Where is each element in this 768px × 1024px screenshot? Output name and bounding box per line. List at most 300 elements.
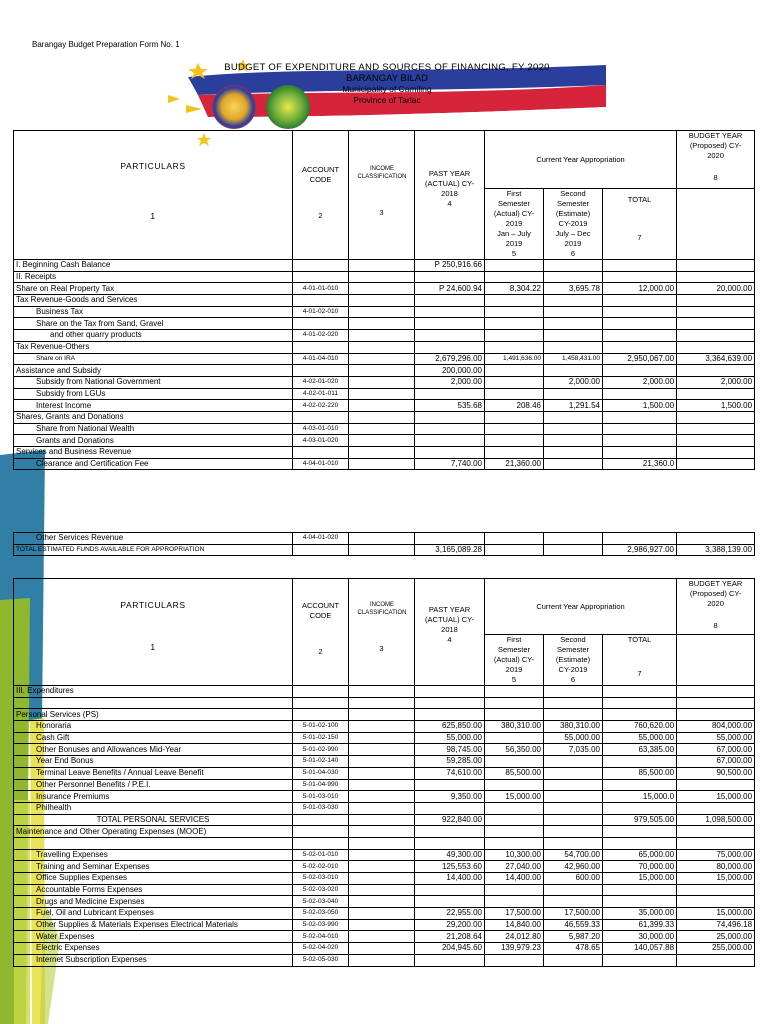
account-code-cell: 5-02-04-010 xyxy=(293,931,349,943)
budget-year-cell: 55,000.00 xyxy=(677,732,755,744)
income-class-cell xyxy=(349,849,415,861)
table-row xyxy=(14,709,755,721)
first-semester-cell: 139,979.23 xyxy=(485,943,544,955)
col-current-year-appropriation: Current Year Appropriation xyxy=(485,131,677,189)
past-year-cell xyxy=(415,954,485,966)
table-row xyxy=(14,318,755,330)
budget-year-cell xyxy=(677,447,755,459)
account-code-cell: 5-01-03-030 xyxy=(293,802,349,814)
income-class-cell xyxy=(349,744,415,756)
budget-year-cell: 3,388,139.00 xyxy=(677,544,755,556)
budget-year-cell xyxy=(677,271,755,283)
account-code-cell xyxy=(293,260,349,272)
total-cell: 2,950,067.00 xyxy=(603,353,677,365)
particulars-cell: Business Tax xyxy=(14,306,293,318)
particulars-cell: Subsidy from LGUs xyxy=(14,388,293,400)
total-cell: 2,986,927.00 xyxy=(603,544,677,556)
budget-year-cell xyxy=(677,837,755,849)
account-code-cell: 4-03-01-010 xyxy=(293,423,349,435)
first-semester-cell: 10,300.00 xyxy=(485,849,544,861)
col-budget-year-2: BUDGET YEAR (Proposed) CY-2020 8 xyxy=(677,579,755,635)
col-current-year-appropriation-2: Current Year Appropriation xyxy=(485,579,677,635)
total-cell xyxy=(603,709,677,721)
second-semester-cell xyxy=(544,447,603,459)
past-year-cell: 922,840.00 xyxy=(415,814,485,826)
total-cell xyxy=(603,756,677,768)
first-semester-cell: 85,500.00 xyxy=(485,767,544,779)
total-cell xyxy=(603,423,677,435)
second-semester-cell xyxy=(544,411,603,423)
particulars-cell: Training and Seminar Expenses xyxy=(14,861,293,873)
account-code-cell: 5-02-02-010 xyxy=(293,861,349,873)
municipality-name: Municipality of Camiling xyxy=(342,84,432,94)
past-year-cell: 204,945.60 xyxy=(415,943,485,955)
budget-year-cell xyxy=(677,458,755,470)
budget-year-cell: 804,000.00 xyxy=(677,721,755,733)
second-semester-cell: 3,695.78 xyxy=(544,283,603,295)
account-code-cell: 5-02-03-020 xyxy=(293,884,349,896)
account-code-cell: 5-01-02-140 xyxy=(293,756,349,768)
table-row xyxy=(14,376,755,388)
col-particulars-2: PARTICULARS 1 xyxy=(14,579,293,686)
total-cell xyxy=(603,954,677,966)
second-semester-cell xyxy=(544,271,603,283)
account-code-cell xyxy=(293,318,349,330)
income-class-cell xyxy=(349,686,415,698)
account-code-cell xyxy=(293,447,349,459)
total-cell xyxy=(603,330,677,342)
particulars-cell: TOTAL PERSONAL SERVICES xyxy=(14,814,293,826)
second-semester-cell: 46,559.33 xyxy=(544,919,603,931)
first-semester-cell xyxy=(485,756,544,768)
second-semester-cell xyxy=(544,318,603,330)
past-year-cell xyxy=(415,411,485,423)
total-cell xyxy=(603,884,677,896)
particulars-cell: Fuel, Oil and Lubricant Expenses xyxy=(14,908,293,920)
past-year-cell: 7,740.00 xyxy=(415,458,485,470)
table-row xyxy=(14,744,755,756)
col-second-semester: Second Semester (Estimate) CY-2019 July – Dec 2019 6 xyxy=(544,189,603,260)
table-row xyxy=(14,873,755,885)
first-semester-cell xyxy=(485,423,544,435)
particulars-cell: Insurance Premiums xyxy=(14,791,293,803)
first-semester-cell xyxy=(485,306,544,318)
first-semester-cell xyxy=(485,435,544,447)
income-class-cell xyxy=(349,435,415,447)
income-class-cell xyxy=(349,873,415,885)
budget-year-cell: 15,000.00 xyxy=(677,908,755,920)
table-row xyxy=(14,908,755,920)
account-code-cell: 5-02-03-050 xyxy=(293,908,349,920)
table-row xyxy=(14,411,755,423)
second-semester-cell xyxy=(544,423,603,435)
first-semester-cell: 8,304.22 xyxy=(485,283,544,295)
particulars-cell: Office Supplies Expenses xyxy=(14,873,293,885)
second-semester-cell xyxy=(544,767,603,779)
total-cell xyxy=(603,802,677,814)
account-code-cell: 5-01-04-030 xyxy=(293,767,349,779)
second-semester-cell xyxy=(544,802,603,814)
income-class-cell xyxy=(349,908,415,920)
particulars-cell: Maintenance and Other Operating Expenses (MOOE) xyxy=(14,826,293,838)
past-year-cell: 200,000.00 xyxy=(415,365,485,377)
past-year-cell xyxy=(415,388,485,400)
col-particulars: PARTICULARS 1 xyxy=(14,131,293,260)
second-semester-cell: 5,987.20 xyxy=(544,931,603,943)
budget-year-cell xyxy=(677,779,755,791)
first-semester-cell xyxy=(485,896,544,908)
table-row xyxy=(14,884,755,896)
budget-year-cell xyxy=(677,365,755,377)
past-year-cell: 2,000.00 xyxy=(415,376,485,388)
second-semester-cell xyxy=(544,896,603,908)
particulars-cell: Personal Services (PS) xyxy=(14,709,293,721)
budget-year-cell xyxy=(677,330,755,342)
income-class-cell xyxy=(349,271,415,283)
table-row xyxy=(14,732,755,744)
total-cell: 2,000.00 xyxy=(603,376,677,388)
first-semester-cell xyxy=(485,447,544,459)
table-row xyxy=(14,896,755,908)
account-code-cell: 5-02-03-040 xyxy=(293,896,349,908)
table-row xyxy=(14,400,755,412)
col-account-code-2: ACCOUNT CODE 2 xyxy=(293,579,349,686)
past-year-cell xyxy=(415,423,485,435)
account-code-cell: 5-02-04-020 xyxy=(293,943,349,955)
income-class-cell xyxy=(349,721,415,733)
particulars-cell: Electric Expenses xyxy=(14,943,293,955)
account-code-cell: 5-01-02-990 xyxy=(293,744,349,756)
total-cell xyxy=(603,318,677,330)
income-class-cell xyxy=(349,376,415,388)
first-semester-cell xyxy=(485,260,544,272)
income-class-cell xyxy=(349,826,415,838)
particulars-cell: Subsidy from National Government xyxy=(14,376,293,388)
first-semester-cell: 208.46 xyxy=(485,400,544,412)
account-code-cell: 4-01-04-010 xyxy=(293,353,349,365)
col-past-year: PAST YEAR (ACTUAL) CY-2018 4 xyxy=(415,131,485,260)
income-class-cell xyxy=(349,365,415,377)
income-class-cell xyxy=(349,388,415,400)
first-semester-cell: 56,350.00 xyxy=(485,744,544,756)
second-semester-cell: 1,291.54 xyxy=(544,400,603,412)
income-class-cell xyxy=(349,400,415,412)
total-cell xyxy=(603,341,677,353)
second-semester-cell: 54,700.00 xyxy=(544,849,603,861)
total-cell: 979,505.00 xyxy=(603,814,677,826)
total-cell xyxy=(603,435,677,447)
first-semester-cell xyxy=(485,376,544,388)
income-class-cell xyxy=(349,779,415,791)
particulars-cell: Share on IRA xyxy=(14,353,293,365)
particulars-cell: Other Bonuses and Allowances Mid-Year xyxy=(14,744,293,756)
particulars-cell: I. Beginning Cash Balance xyxy=(14,260,293,272)
total-cell xyxy=(603,896,677,908)
budget-year-cell: 74,496.18 xyxy=(677,919,755,931)
particulars-cell: Other Services Revenue xyxy=(14,533,293,545)
total-cell: 35,000.00 xyxy=(603,908,677,920)
budget-year-cell xyxy=(677,697,755,709)
income-class-cell xyxy=(349,767,415,779)
table-row xyxy=(14,341,755,353)
second-semester-cell xyxy=(544,791,603,803)
budget-year-cell xyxy=(677,411,755,423)
table-row xyxy=(14,447,755,459)
past-year-cell xyxy=(415,271,485,283)
budget-year-subcell-2 xyxy=(677,635,755,686)
income-class-cell xyxy=(349,732,415,744)
budget-year-cell xyxy=(677,435,755,447)
account-code-cell: 4-01-02-020 xyxy=(293,330,349,342)
first-semester-cell: 15,000.00 xyxy=(485,791,544,803)
particulars-cell: Travelling Expenses xyxy=(14,849,293,861)
account-code-cell: 4-04-01-020 xyxy=(293,533,349,545)
first-semester-cell: 14,400.00 xyxy=(485,873,544,885)
particulars-cell: Tax Revenue-Goods and Services xyxy=(14,295,293,307)
table-row xyxy=(14,271,755,283)
budget-year-cell: 90,500.00 xyxy=(677,767,755,779)
second-semester-cell: 2,000.00 xyxy=(544,376,603,388)
past-year-cell xyxy=(415,826,485,838)
income-class-cell xyxy=(349,295,415,307)
past-year-cell: 59,285.00 xyxy=(415,756,485,768)
income-class-cell xyxy=(349,954,415,966)
income-class-cell xyxy=(349,802,415,814)
income-class-cell xyxy=(349,791,415,803)
account-code-cell: 4-01-01-010 xyxy=(293,283,349,295)
past-year-cell: 49,300.00 xyxy=(415,849,485,861)
second-semester-cell xyxy=(544,295,603,307)
second-semester-cell xyxy=(544,686,603,698)
col-total: TOTAL 7 xyxy=(603,189,677,260)
total-cell: 30,000.00 xyxy=(603,931,677,943)
second-semester-cell xyxy=(544,954,603,966)
budget-year-cell: 3,364,639.00 xyxy=(677,353,755,365)
particulars-cell: Accountable Forms Expenses xyxy=(14,884,293,896)
past-year-cell: 55,000.00 xyxy=(415,732,485,744)
income-class-cell xyxy=(349,697,415,709)
income-class-cell xyxy=(349,533,415,545)
past-year-cell: 74,610.00 xyxy=(415,767,485,779)
first-semester-cell xyxy=(485,533,544,545)
second-semester-cell: 600.00 xyxy=(544,873,603,885)
first-semester-cell xyxy=(485,365,544,377)
budget-year-cell xyxy=(677,260,755,272)
income-class-cell xyxy=(349,884,415,896)
table-row xyxy=(14,423,755,435)
account-code-cell: 5-02-03-990 xyxy=(293,919,349,931)
first-semester-cell xyxy=(485,802,544,814)
total-cell xyxy=(603,779,677,791)
table-row xyxy=(14,533,755,545)
budget-year-cell xyxy=(677,533,755,545)
budget-year-cell xyxy=(677,295,755,307)
first-semester-cell: 14,840.00 xyxy=(485,919,544,931)
table-row xyxy=(14,826,755,838)
col-first-semester: First Semester (Actual) CY-2019 Jan – July 2019 5 xyxy=(485,189,544,260)
income-class-cell xyxy=(349,896,415,908)
table-row xyxy=(14,295,755,307)
table-row xyxy=(14,458,755,470)
col-first-semester-2: First Semester (Actual) CY-2019 5 xyxy=(485,635,544,686)
table-row xyxy=(14,779,755,791)
second-semester-cell xyxy=(544,388,603,400)
income-class-cell xyxy=(349,260,415,272)
budget-year-cell xyxy=(677,306,755,318)
particulars-cell: Tax Revenue-Others xyxy=(14,341,293,353)
table-row xyxy=(14,954,755,966)
total-cell xyxy=(603,837,677,849)
past-year-cell xyxy=(415,709,485,721)
total-cell xyxy=(603,306,677,318)
particulars-cell: Services and Business Revenue xyxy=(14,447,293,459)
account-code-cell xyxy=(293,365,349,377)
budget-year-cell xyxy=(677,686,755,698)
first-semester-cell xyxy=(485,814,544,826)
budget-year-cell xyxy=(677,884,755,896)
table-row xyxy=(14,931,755,943)
account-code-cell xyxy=(293,295,349,307)
particulars-cell: Water Expenses xyxy=(14,931,293,943)
budget-year-cell xyxy=(677,341,755,353)
account-code-cell xyxy=(293,814,349,826)
total-cell: 63,385.00 xyxy=(603,744,677,756)
total-cell xyxy=(603,826,677,838)
total-cell: 15,000.0 xyxy=(603,791,677,803)
table-row xyxy=(14,767,755,779)
total-cell xyxy=(603,411,677,423)
account-code-cell xyxy=(293,709,349,721)
first-semester-cell xyxy=(485,330,544,342)
income-class-cell xyxy=(349,353,415,365)
first-semester-cell xyxy=(485,271,544,283)
total-cell: 760,620.00 xyxy=(603,721,677,733)
particulars-cell: Year End Bonus xyxy=(14,756,293,768)
income-class-cell xyxy=(349,756,415,768)
past-year-cell: 2,679,296.00 xyxy=(415,353,485,365)
past-year-cell: 9,350.00 xyxy=(415,791,485,803)
table-row xyxy=(14,686,755,698)
barangay-name: BARANGAY BILAD xyxy=(345,73,428,84)
second-semester-cell: 1,458,431.00 xyxy=(544,353,603,365)
second-semester-cell: 55,000.00 xyxy=(544,732,603,744)
past-year-cell xyxy=(415,802,485,814)
total-cell xyxy=(603,686,677,698)
past-year-cell: P 24,600.94 xyxy=(415,283,485,295)
past-year-cell xyxy=(415,896,485,908)
particulars-cell: III. Expenditures xyxy=(14,686,293,698)
first-semester-cell xyxy=(485,341,544,353)
second-semester-cell xyxy=(544,884,603,896)
account-code-cell: 4-04-01-010 xyxy=(293,458,349,470)
first-semester-cell xyxy=(485,411,544,423)
total-cell xyxy=(603,365,677,377)
account-code-cell: 5-02-01-010 xyxy=(293,849,349,861)
particulars-cell: II. Receipts xyxy=(14,271,293,283)
particulars-cell: TOTAL ESTIMATED FUNDS AVAILABLE FOR APPROPRIATION xyxy=(14,544,293,556)
past-year-cell: 22,955.00 xyxy=(415,908,485,920)
col-account-code: ACCOUNT CODE 2 xyxy=(293,131,349,260)
first-semester-cell xyxy=(485,954,544,966)
expenditures-table xyxy=(13,578,755,967)
income-class-cell xyxy=(349,458,415,470)
particulars-cell xyxy=(14,837,293,849)
budget-year-cell: 67,000.00 xyxy=(677,756,755,768)
past-year-cell: 98,745.00 xyxy=(415,744,485,756)
col-income-classification-2: INCOME CLASSIFICATION 3 xyxy=(349,579,415,686)
first-semester-cell: 1,491,636.00 xyxy=(485,353,544,365)
table-row xyxy=(14,721,755,733)
table-row xyxy=(14,697,755,709)
income-class-cell xyxy=(349,411,415,423)
budget-year-cell xyxy=(677,388,755,400)
past-year-cell xyxy=(415,686,485,698)
budget-year-subcell xyxy=(677,189,755,260)
col-budget-year: BUDGET YEAR (Proposed) CY-2020 8 xyxy=(677,131,755,189)
past-year-cell: 535.68 xyxy=(415,400,485,412)
past-year-cell xyxy=(415,295,485,307)
account-code-cell: 4-03-01-020 xyxy=(293,435,349,447)
col-second-semester-2: Second Semester (Estimate) CY-2019 6 xyxy=(544,635,603,686)
second-semester-cell xyxy=(544,709,603,721)
form-number-label: Barangay Budget Preparation Form No. 1 xyxy=(32,40,180,49)
particulars-cell: Clearance and Certification Fee xyxy=(14,458,293,470)
total-cell: 85,500.00 xyxy=(603,767,677,779)
past-year-cell: 14,400.00 xyxy=(415,873,485,885)
budget-year-cell xyxy=(677,826,755,838)
account-code-cell xyxy=(293,544,349,556)
receipts-totals-table xyxy=(13,532,755,556)
particulars-cell: Internet Subscription Expenses xyxy=(14,954,293,966)
second-semester-cell: 478.65 xyxy=(544,943,603,955)
total-cell xyxy=(603,388,677,400)
income-class-cell xyxy=(349,814,415,826)
budget-year-cell xyxy=(677,896,755,908)
income-class-cell xyxy=(349,544,415,556)
first-semester-cell xyxy=(485,884,544,896)
account-code-cell xyxy=(293,686,349,698)
particulars-cell: Terminal Leave Benefits / Annual Leave Benefit xyxy=(14,767,293,779)
account-code-cell: 5-02-05-030 xyxy=(293,954,349,966)
income-class-cell xyxy=(349,447,415,459)
past-year-cell xyxy=(415,533,485,545)
table-row xyxy=(14,837,755,849)
past-year-cell xyxy=(415,884,485,896)
table-row xyxy=(14,861,755,873)
first-semester-cell xyxy=(485,295,544,307)
past-year-cell xyxy=(415,435,485,447)
first-semester-cell xyxy=(485,732,544,744)
total-cell: 1,500.00 xyxy=(603,400,677,412)
table-row xyxy=(14,435,755,447)
particulars-cell: Shares, Grants and Donations xyxy=(14,411,293,423)
account-code-cell: 4-01-02-010 xyxy=(293,306,349,318)
particulars-cell: Honoraria xyxy=(14,721,293,733)
receipts-table xyxy=(13,130,755,470)
income-class-cell xyxy=(349,837,415,849)
past-year-cell xyxy=(415,306,485,318)
table-row xyxy=(14,544,755,556)
table-row xyxy=(14,943,755,955)
total-cell xyxy=(603,295,677,307)
second-semester-cell xyxy=(544,330,603,342)
second-semester-cell xyxy=(544,341,603,353)
first-semester-cell xyxy=(485,686,544,698)
total-cell xyxy=(603,533,677,545)
first-semester-cell: 380,310.00 xyxy=(485,721,544,733)
budget-year-cell xyxy=(677,954,755,966)
budget-year-cell xyxy=(677,423,755,435)
